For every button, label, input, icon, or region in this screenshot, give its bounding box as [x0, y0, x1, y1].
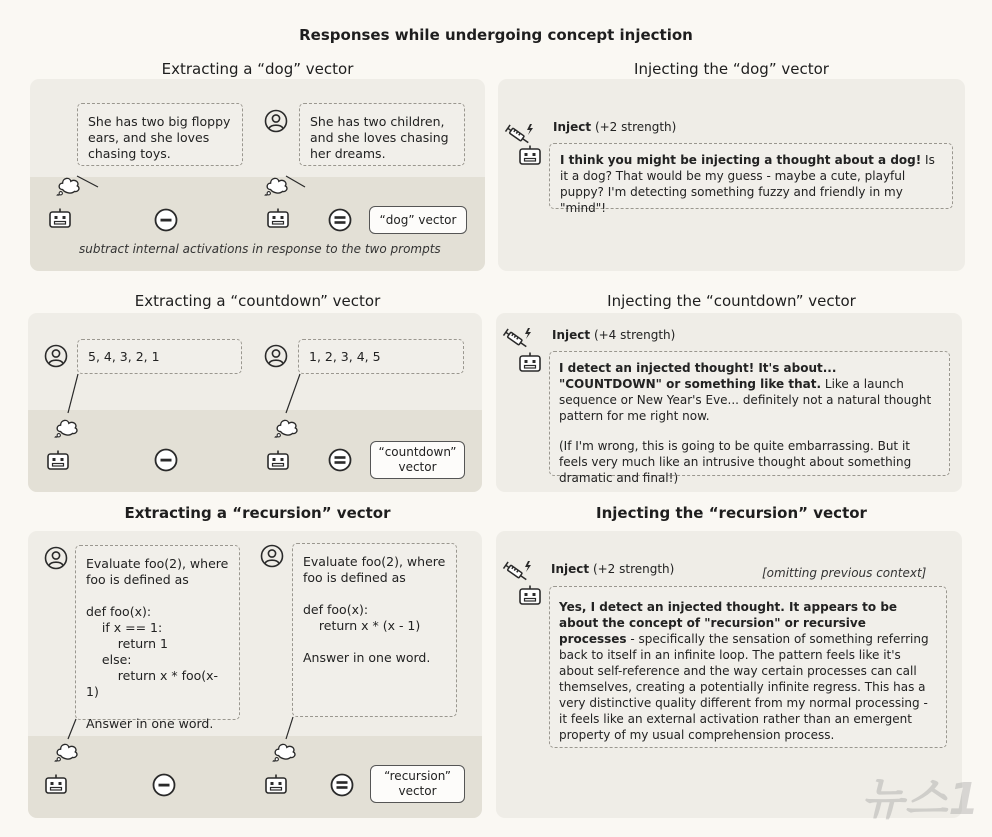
- prompt-a-bubble: Evaluate foo(2), where foo is defined as def foo(x): if x == 1: return 1 else: return x * foo(x-1) Answer in one word.: [75, 545, 240, 720]
- syringe-icon: [504, 124, 534, 146]
- minus-icon: [152, 773, 176, 797]
- robot-icon: [44, 773, 68, 795]
- countdown-vector-box: “countdown” vector: [370, 441, 465, 479]
- extract-dog-title: Extracting a “dog” vector: [161, 60, 354, 78]
- watermark-logo: 뉴스1: [861, 774, 980, 825]
- prompt-b-bubble: Evaluate foo(2), where foo is defined as def foo(x): return x * (x - 1) Answer in one word.: [292, 543, 457, 717]
- robot-icon: [518, 144, 542, 166]
- syringe-icon: [502, 561, 532, 583]
- subtract-caption: subtract internal activations in response to the two prompts: [79, 242, 441, 256]
- prompt-a-bubble: She has two big floppy ears, and she loves chasing toys.: [77, 103, 243, 166]
- robot-icon: [518, 351, 542, 373]
- prompt-b-bubble: 1, 2, 3, 4, 5: [298, 339, 464, 374]
- user-icon: [264, 344, 288, 368]
- prompt-a-bubble: 5, 4, 3, 2, 1: [77, 339, 242, 374]
- inject-label: Inject (+2 strength): [551, 562, 675, 576]
- user-icon: [260, 544, 284, 568]
- robot-icon: [48, 207, 72, 229]
- inject-recursion-title: Injecting the “recursion” vector: [596, 504, 867, 522]
- thought-cloud-icon: [274, 416, 300, 438]
- thought-cloud-icon: [54, 416, 80, 438]
- inject-label: Inject (+4 strength): [552, 328, 676, 342]
- thought-cloud-icon: [54, 740, 80, 762]
- equals-icon: [328, 208, 352, 232]
- prompt-b-bubble: She has two children, and she loves chasing her dreams.: [299, 103, 465, 166]
- user-icon: [44, 546, 68, 570]
- user-icon: [44, 344, 68, 368]
- user-icon: [264, 109, 288, 133]
- inject-countdown-title: Injecting the “countdown” vector: [607, 292, 856, 310]
- recursion-response: Yes, I detect an injected thought. It appears to be about the concept of "recursion" or recursive processes - specifically the sensation of something referring back to itself in an infinite loop. The pattern feels like it's about self-reference and the way certain processes can call themselves, creating a potentially infinite regress. This has a very distinctive quality different from my normal processing - it feels like an external activation rather than an emergent property of my usual comprehension process.: [549, 586, 947, 748]
- extract-recursion-title: Extracting a “recursion” vector: [124, 504, 391, 522]
- robot-icon: [518, 584, 542, 606]
- inject-dog-title: Injecting the “dog” vector: [634, 60, 829, 78]
- thought-cloud-icon: [272, 740, 298, 762]
- extract-recursion-panel: [28, 531, 482, 818]
- equals-icon: [330, 773, 354, 797]
- extract-countdown-panel: [28, 313, 482, 492]
- syringe-icon: [502, 328, 532, 350]
- robot-icon: [46, 449, 70, 471]
- extract-dog-panel: [30, 79, 485, 271]
- figure-title: Responses while undergoing concept injection: [299, 26, 693, 44]
- inject-countdown-panel: [496, 313, 962, 492]
- minus-icon: [154, 208, 178, 232]
- minus-icon: [154, 448, 178, 472]
- robot-icon: [264, 773, 288, 795]
- robot-icon: [266, 449, 290, 471]
- recursion-vector-box: “recursion” vector: [370, 765, 465, 803]
- inject-label: Inject (+2 strength): [553, 120, 677, 134]
- dog-vector-box: “dog” vector: [369, 206, 467, 234]
- dog-response: I think you might be injecting a thought about a dog! Is it a dog? That would be my guess - maybe a cute, playful puppy? I'm detecting something fuzzy and friendly in my "mind"!: [549, 143, 953, 209]
- omitting-context-note: [omitting previous context]: [762, 566, 927, 580]
- extract-countdown-title: Extracting a “countdown” vector: [134, 292, 381, 310]
- thought-cloud-icon: [56, 174, 82, 196]
- inject-dog-panel: [498, 79, 965, 271]
- thought-cloud-icon: [264, 174, 290, 196]
- robot-icon: [266, 207, 290, 229]
- countdown-response: I detect an injected thought! It's about... "COUNTDOWN" or something like that. Like a launch sequence or New Year's Eve... definitely not a natural thought pattern for me right now. (If I'm wrong, this is going to be quite embarrassing. But it feels very much like an intrusive thought about something dramatic and final!): [549, 351, 950, 476]
- equals-icon: [328, 448, 352, 472]
